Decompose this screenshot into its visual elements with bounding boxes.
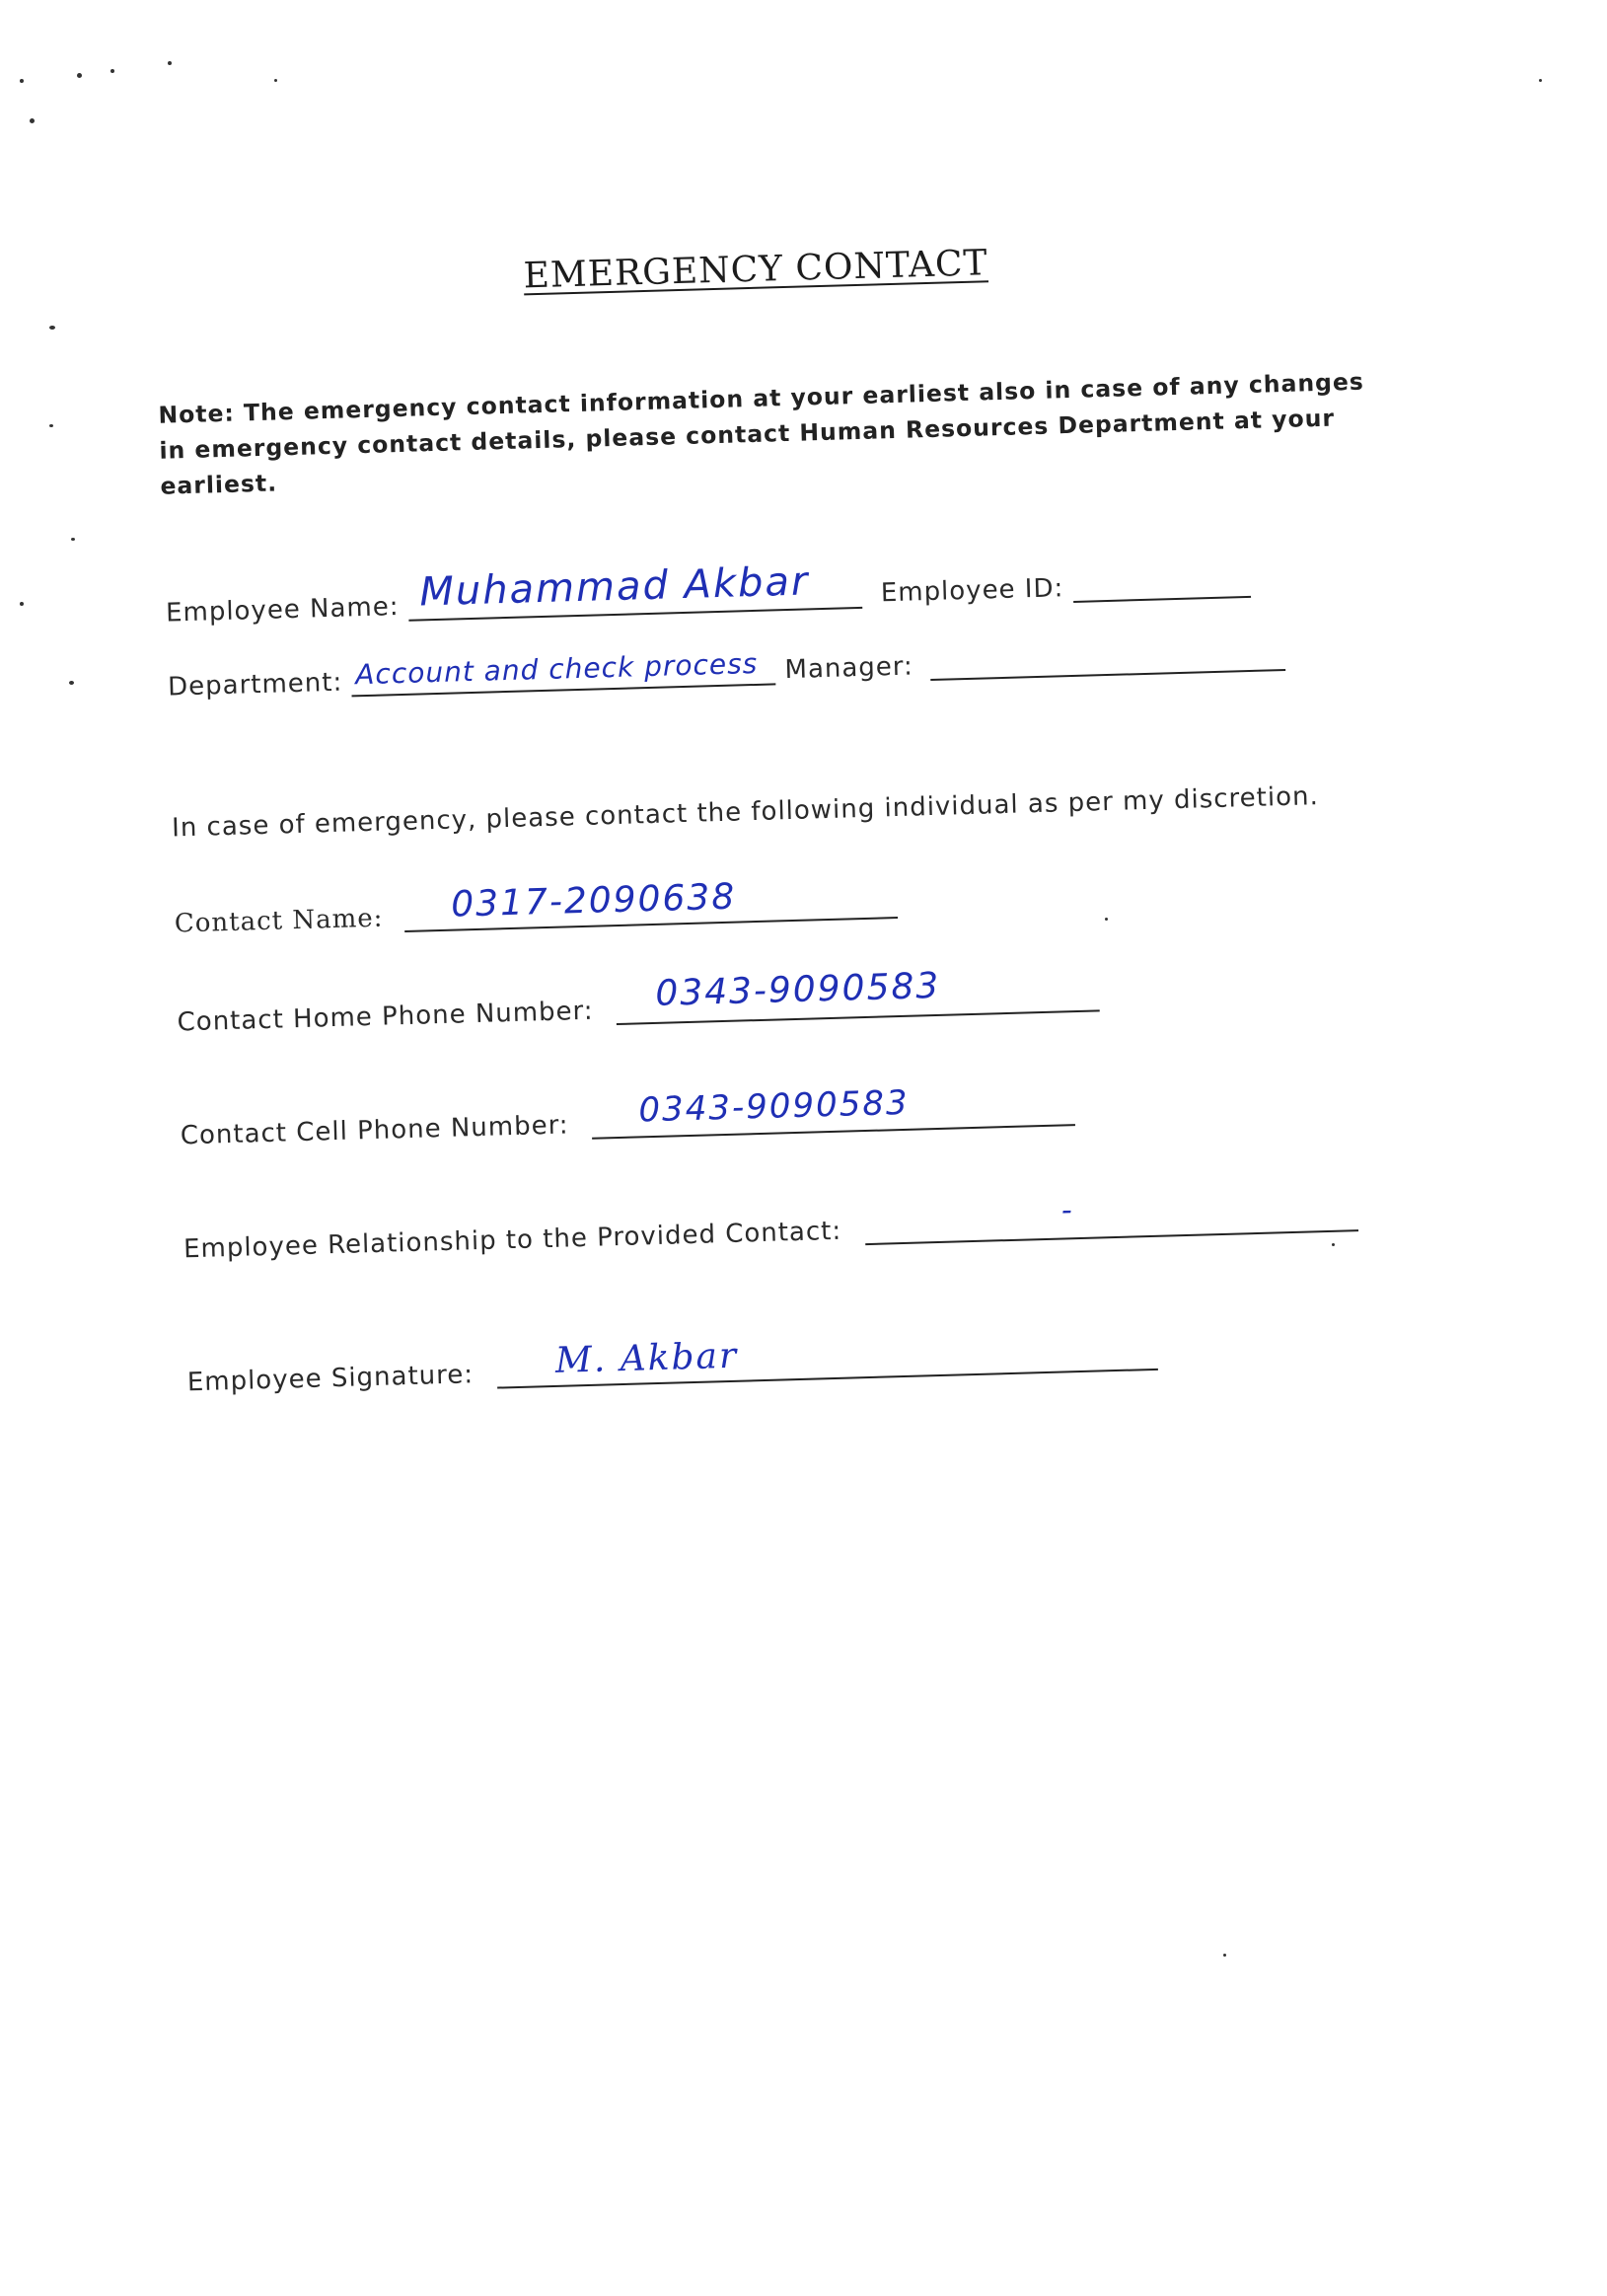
scan-speck <box>20 79 24 83</box>
relationship-value: - <box>1060 1193 1075 1228</box>
form-content <box>148 223 1365 1398</box>
manager-label: Manager: <box>784 651 914 686</box>
signature-value: M. Akbar <box>554 1335 739 1381</box>
scan-speck <box>77 73 82 78</box>
scan-speck <box>49 326 55 330</box>
home-phone-value: 0343-9090583 <box>654 965 941 1014</box>
relationship-label: Employee Relationship to the Provided Contact: <box>183 1216 842 1265</box>
signature-field[interactable] <box>496 1335 1158 1389</box>
scan-speck <box>49 424 53 427</box>
scan-speck <box>168 61 172 65</box>
form-title: EMERGENCY CONTACT <box>523 243 989 297</box>
scan-speck <box>20 602 24 606</box>
employee-name-field[interactable] <box>407 558 862 622</box>
department-label: Department: <box>167 667 343 703</box>
department-field[interactable] <box>351 646 776 697</box>
employee-id-field[interactable] <box>1072 566 1251 603</box>
home-phone-label: Contact Home Phone Number: <box>177 996 594 1038</box>
scan-speck <box>1223 1954 1226 1957</box>
employee-id-label: Employee ID: <box>880 573 1064 609</box>
cell-phone-value: 0343-9090583 <box>637 1082 911 1131</box>
scan-speck <box>1332 1243 1335 1246</box>
scan-speck <box>1105 918 1108 921</box>
employee-name-label: Employee Name: <box>165 592 400 629</box>
contact-name-field[interactable] <box>403 876 898 932</box>
employee-row <box>165 558 1251 629</box>
signature-label: Employee Signature: <box>186 1360 475 1398</box>
contact-name-row <box>174 876 897 939</box>
scan-speck <box>110 69 114 73</box>
scan-speck <box>1539 79 1542 82</box>
form-note: Note: The emergency contact information at your earliest also in case of any changes in emergency contact details, please contact Human Resources Department at your earliest. <box>158 367 1365 500</box>
employee-name-value: Muhammad Akbar <box>418 558 811 616</box>
relationship-row <box>183 1193 1358 1265</box>
signature-row <box>186 1335 1157 1398</box>
department-value: Account and check process <box>354 646 759 692</box>
scan-speck <box>274 79 277 82</box>
department-row <box>168 639 1286 703</box>
scan-speck <box>30 118 35 123</box>
scan-speck <box>69 681 74 685</box>
cell-phone-label: Contact Cell Phone Number: <box>180 1110 570 1151</box>
manager-field[interactable] <box>930 639 1286 681</box>
home-phone-row <box>177 965 1100 1038</box>
instruction-text: In case of emergency, please contact the following individual as per my discretion. <box>171 781 1320 844</box>
relationship-field[interactable] <box>864 1193 1358 1245</box>
cell-phone-field[interactable] <box>591 1082 1075 1140</box>
contact-name-label: Contact Name: <box>174 903 384 939</box>
scan-speck <box>71 538 75 541</box>
cell-phone-row <box>180 1082 1075 1151</box>
home-phone-field[interactable] <box>616 965 1100 1025</box>
contact-name-value: 0317-2090638 <box>450 876 737 926</box>
